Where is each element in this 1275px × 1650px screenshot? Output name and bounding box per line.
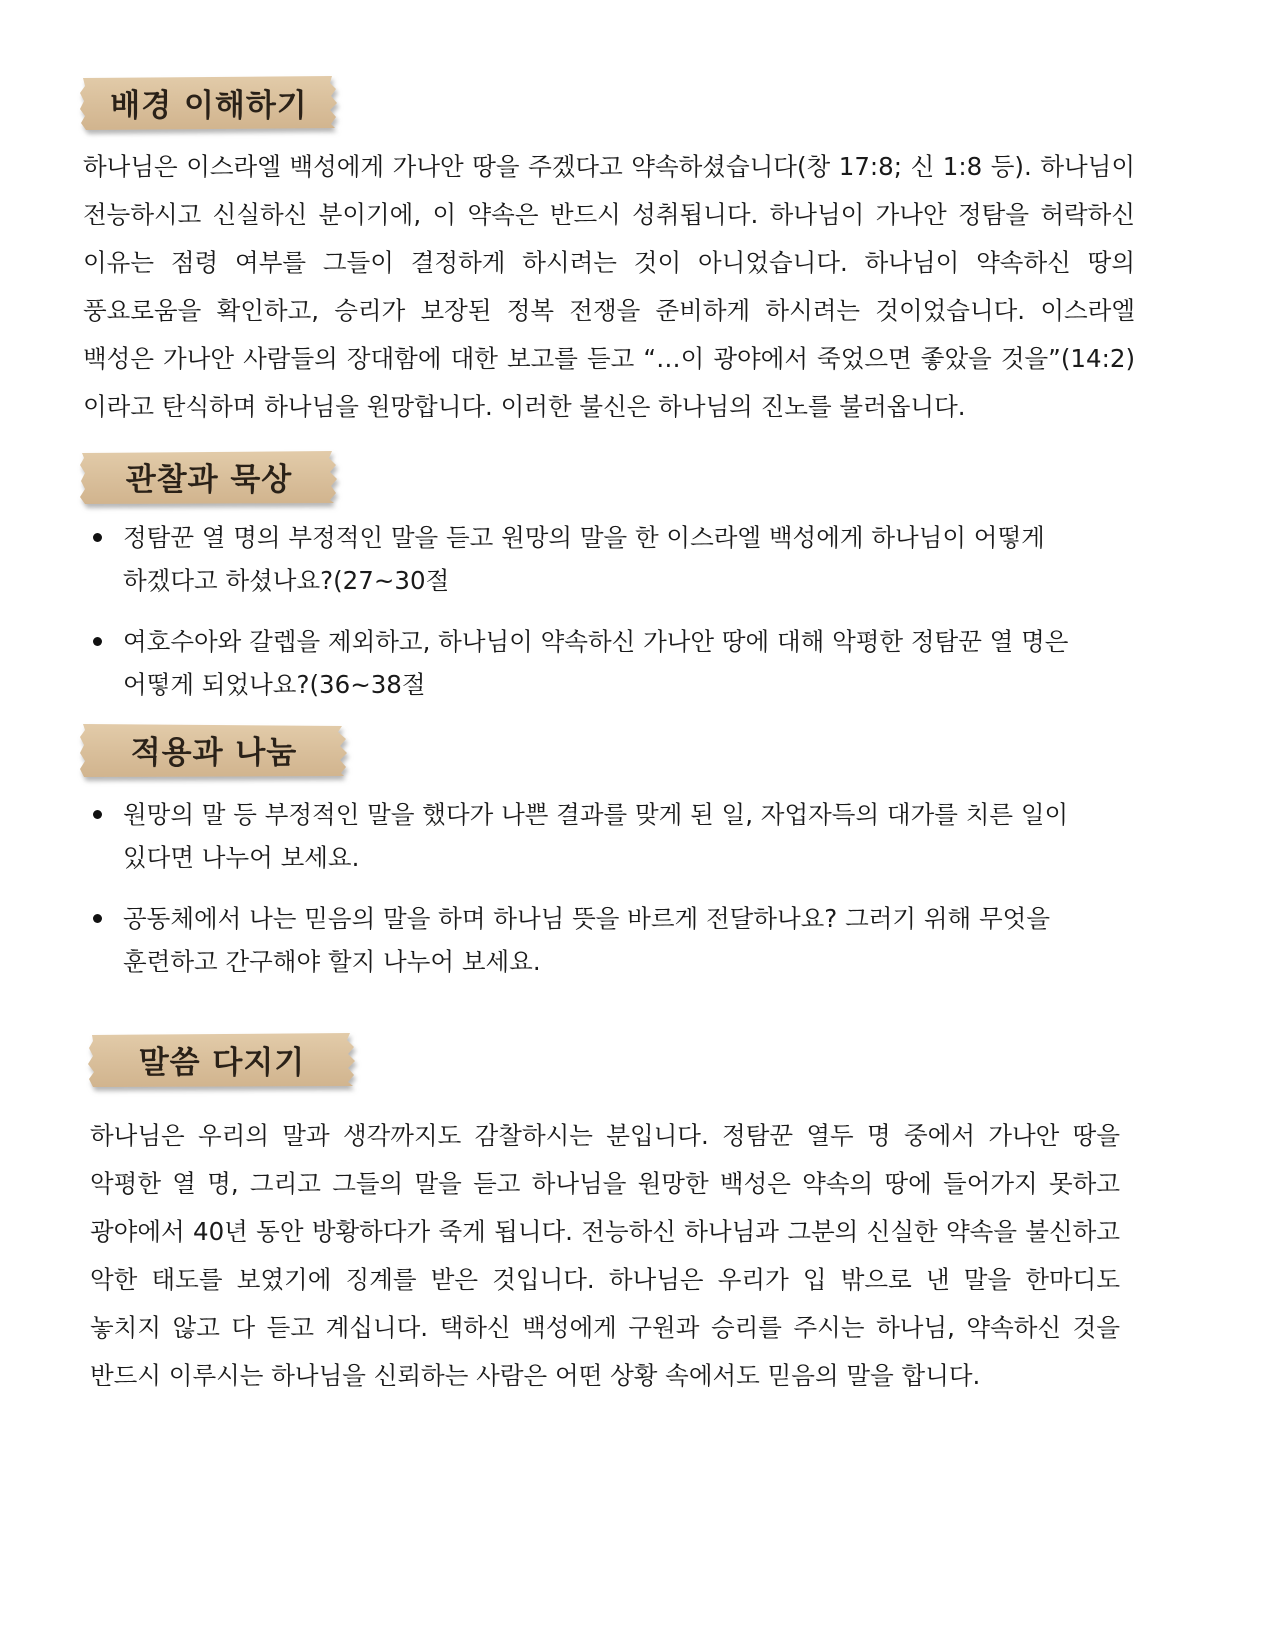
section-title-tape [80,74,338,130]
question-text: 정탐꾼 열 명의 부정적인 말을 듣고 원망의 말을 한 이스라엘 백성에게 하나님이 어떻게 하겠다고 하셨나요?(27~30절 [123,523,1045,595]
section-title: 적용과 나눔 [130,734,298,771]
section-title-tape [88,1031,356,1087]
list-item [83,516,1133,602]
section-title: 관찰과 묵상 [125,461,293,498]
background-paragraph: 하나님은 이스라엘 백성에게 가나안 땅을 주겠다고 약속하셨습니다(창 17:8; 신 1:8 등). 하나님이 전능하시고 신실하신 분이기에, 이 약속은 반드시 성취됩니다. 하나님이 가나안 정탐을 허락하신 이유는 점령 여부를 그들이 결정하게 하시려는 것이 아니었습니다. 하나님이 약속하신 땅의 풍요로움을 확인하고, 승리가 보장된 정복 전쟁을 준비하게 하시려는 것이었습니다. 이스라엘 백성은 가나안 사람들의 장대함에 대한 보고를 듣고 “…이 광야에서 죽었으면 좋았을 것을”(14:2)이라고 탄식하며 하나님을 원망합니다. 이러한 불신은 하나님의 진노를 불러옵니다. [83,152,1135,421]
bullet-dot-icon [93,914,102,923]
observation-question-list [83,516,1133,724]
bullet-dot-icon [93,533,102,542]
section-title: 배경 이해하기 [110,87,308,124]
bullet-dot-icon [93,637,102,646]
resolve-paragraph: 하나님은 우리의 말과 생각까지도 감찰하시는 분입니다. 정탐꾼 열두 명 중에서 가나안 땅을 악평한 열 명, 그리고 그들의 말을 듣고 하나님을 원망한 백성은 약속의 땅에 들어가지 못하고 광야에서 40년 동안 방황하다가 죽게 됩니다. 전능하신 하나님과 그분의 신실한 약속을 불신하고 악한 태도를 보였기에 징계를 받은 것입니다. 하나님은 우리가 입 밖으로 낸 말을 한마디도 놓치지 않고 다 듣고 계십니다. 택하신 백성에게 구원과 승리를 주시는 하나님, 약속하신 것을 반드시 이루시는 하나님을 신뢰하는 사람은 어떤 상황 속에서도 믿음의 말을 합니다. [90,1121,1120,1390]
bullet-dot-icon [93,810,102,819]
application-question-list [83,793,1133,1001]
list-item [83,620,1133,706]
question-text: 원망의 말 등 부정적인 말을 했다가 나쁜 결과를 맞게 된 일, 자업자득의 대가를 치른 일이 있다면 나누어 보세요. [123,800,1069,872]
list-item [83,897,1133,983]
section-title-tape [80,721,348,777]
section-title-tape [80,448,338,504]
list-item [83,793,1133,879]
question-text: 공동체에서 나는 믿음의 말을 하며 하나님 뜻을 바르게 전달하나요? 그러기 위해 무엇을 훈련하고 간구해야 할지 나누어 보세요. [123,904,1051,976]
section-title: 말씀 다지기 [138,1044,306,1081]
question-text: 여호수아와 갈렙을 제외하고, 하나님이 약속하신 가나안 땅에 대해 악평한 정탐꾼 열 명은 어떻게 되었나요?(36~38절 [123,627,1069,699]
